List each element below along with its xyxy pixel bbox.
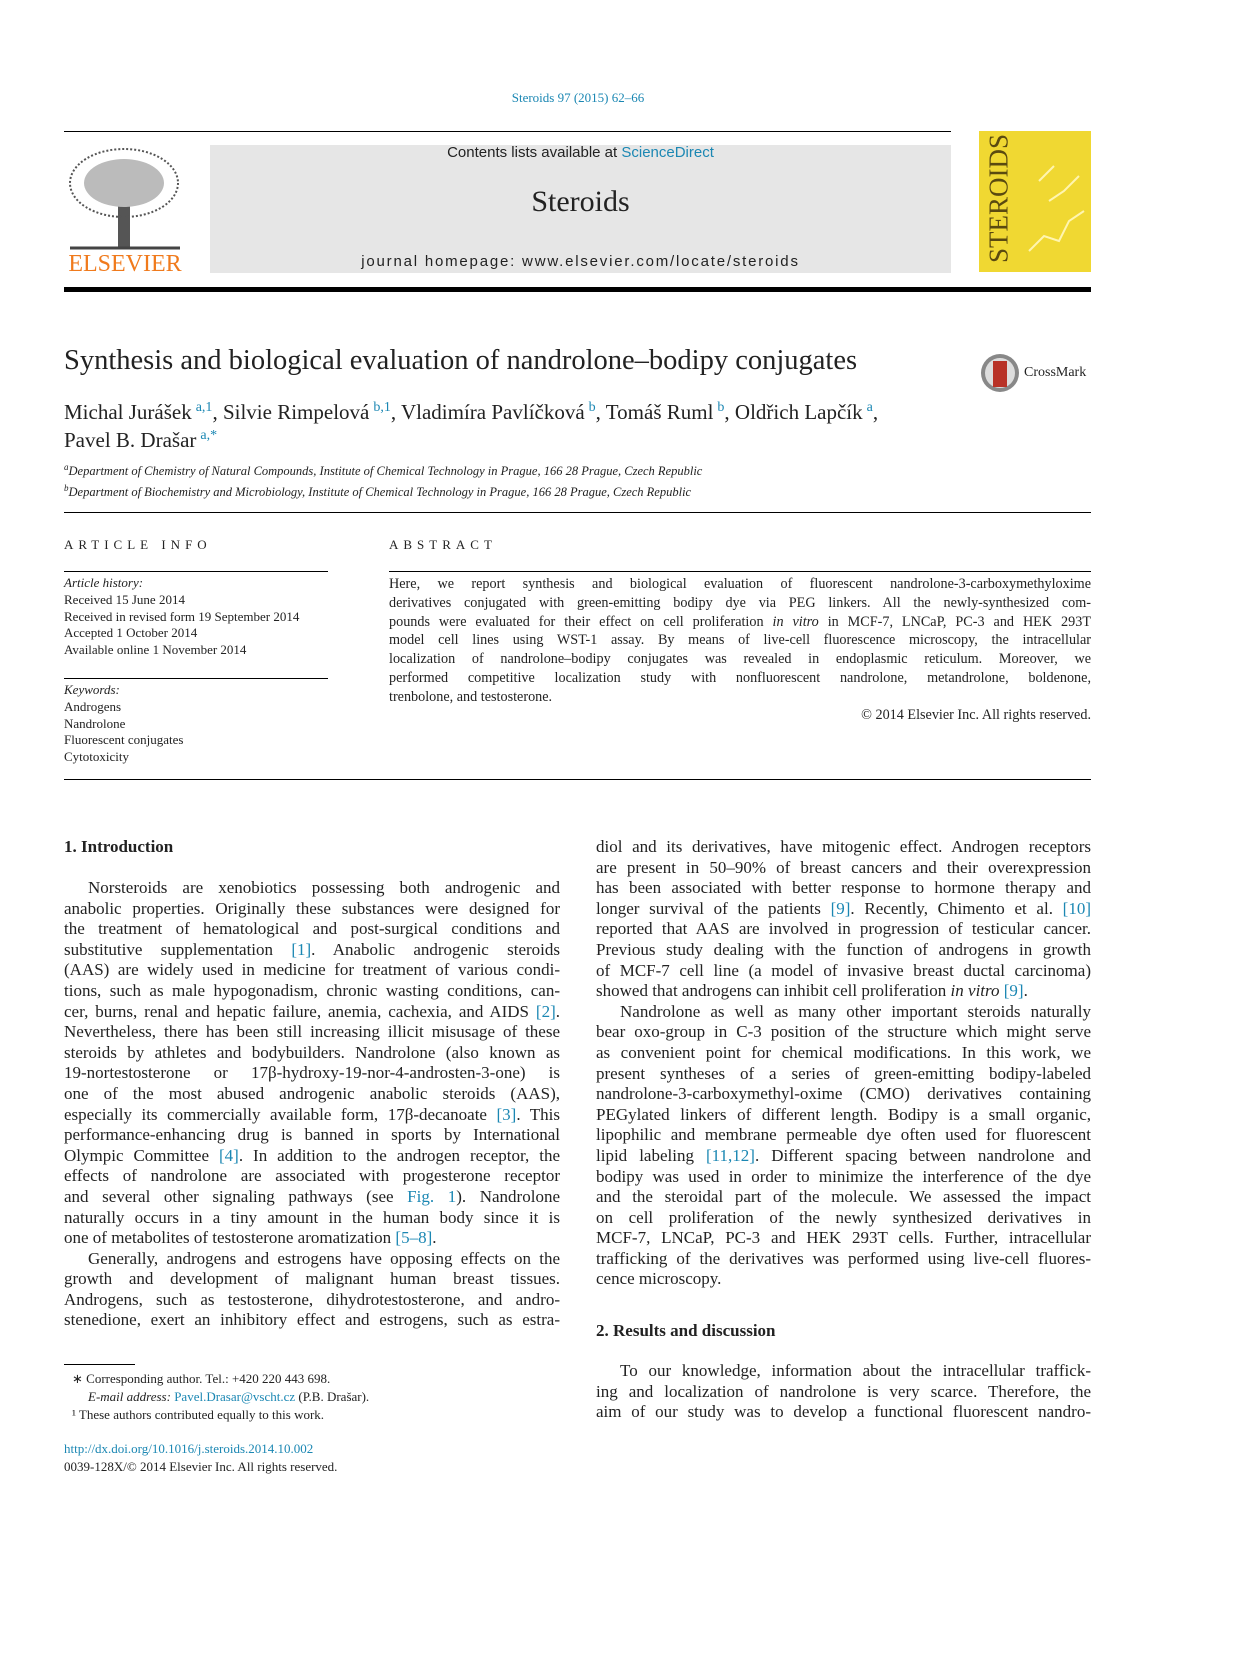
affiliation	[64, 459, 702, 480]
text-line	[64, 1002, 560, 1023]
text-line	[596, 837, 1091, 858]
text-run: Nevertheless, there has been still increasing illicit misusage of these	[64, 1022, 560, 1042]
text-run: Here, we report synthesis and biological evaluation of fluorescent nandrolone-3-carboxymethyloxime	[389, 576, 1091, 592]
journal-homepage[interactable]: journal homepage: www.elsevier.com/locate/steroids	[361, 253, 800, 270]
section-heading-results: 2. Results and discussion	[596, 1321, 776, 1340]
history-entry: Accepted 1 October 2014	[64, 625, 198, 641]
citation-link[interactable]: [5–8]	[395, 1228, 433, 1248]
text-run: Previous study dealing with the function of androgens in growth	[596, 939, 1091, 959]
text-line	[64, 919, 560, 940]
footnotes	[72, 1370, 369, 1424]
author-separator: ,	[390, 400, 401, 424]
author-name[interactable]: Pavel B. Drašar	[64, 428, 197, 452]
tree-icon	[66, 145, 184, 250]
history-entry: Available online 1 November 2014	[64, 642, 247, 658]
text-run: reported that AAS are involved in progression of testicular cancer.	[596, 919, 1091, 939]
text-line	[64, 940, 560, 961]
affiliations	[64, 459, 702, 501]
text-line	[596, 1064, 1091, 1085]
keyword[interactable]: Nandrolone	[64, 715, 126, 731]
text-line	[64, 1146, 560, 1167]
email-suffix: (P.B. Drašar).	[295, 1389, 370, 1404]
divider	[64, 131, 951, 132]
affiliation-mark: a	[64, 462, 69, 472]
crossmark-label: CrossMark	[1024, 365, 1087, 380]
thick-divider	[64, 287, 1091, 292]
text-run: . Recently, Chimento et al.	[850, 898, 1063, 918]
text-run: trenbolone, and testosterone.	[389, 688, 553, 705]
text-line	[596, 1361, 1091, 1382]
text-line	[596, 981, 1091, 1002]
text-line	[596, 1249, 1091, 1270]
citation-link[interactable]: Fig. 1	[407, 1186, 457, 1206]
keywords-label: Keywords:	[64, 682, 120, 697]
text-run: . Anabolic androgenic steroids	[311, 939, 560, 959]
text-run: To our knowledge, information about the intracellular traffick-	[620, 1361, 1091, 1380]
text-run: nandrolone-3-carboxymethyl-oxime (CMO) derivatives containing	[596, 1084, 1091, 1104]
text-run: has been associated with better response to hormone therapy and	[596, 878, 1091, 898]
journal-banner	[210, 145, 951, 273]
text-run: . In addition to the androgen receptor, the	[238, 1145, 560, 1165]
issn-line: 0039-128X/© 2014 Elsevier Inc. All rights reserved.	[64, 1459, 338, 1474]
text-line	[64, 1043, 560, 1064]
text-run: MCF-7, LNCaP, PC-3 and HEK 293T cells. Further, intracellular	[596, 1228, 1091, 1248]
text-run: lipid labeling	[596, 1145, 707, 1165]
article-info-heading: ARTICLE INFO	[64, 537, 212, 552]
text-run: the treatment of hematological and post-surgical conditions and	[64, 919, 560, 939]
left-column-body	[64, 878, 560, 1331]
email-note	[72, 1388, 369, 1406]
text-run: substitutive supplementation	[64, 939, 292, 959]
affiliation	[64, 480, 702, 501]
text-line	[64, 1290, 560, 1311]
crossmark-button[interactable]	[980, 353, 1092, 395]
citation-link[interactable]: [9]	[1003, 981, 1024, 1001]
keyword[interactable]: Androgens	[64, 698, 122, 714]
text-run: one of the most abused androgenic anabolic steroids (AAS),	[64, 1083, 560, 1103]
text-line	[596, 1105, 1091, 1126]
text-line	[389, 594, 1091, 613]
text-line	[596, 961, 1091, 982]
text-line	[64, 1269, 560, 1290]
text-line	[389, 688, 1091, 707]
journal-name: Steroids	[531, 185, 630, 218]
text-run: cer, burns, renal and hepatic failure, anemia, cachexia, and AIDS	[64, 1001, 536, 1021]
corresponding-author-note: ∗ Corresponding author. Tel.: +420 220 443 698.	[72, 1371, 331, 1386]
italic-text: in vitro	[950, 981, 1000, 1001]
text-run: diol and its derivatives, have mitogenic effect. Androgen receptors	[596, 837, 1091, 856]
citation-link[interactable]: [2]	[535, 1001, 556, 1021]
citation-link[interactable]: [3]	[496, 1104, 517, 1124]
text-run: trafficking of the derivatives was performed using live-cell fluores-	[596, 1248, 1091, 1268]
text-line	[389, 650, 1091, 669]
author-list	[64, 396, 984, 452]
text-line	[64, 1125, 560, 1146]
text-line	[596, 1382, 1091, 1403]
text-line	[389, 631, 1091, 650]
text-run: on cell proliferation of the newly synthesized derivatives in	[596, 1207, 1091, 1227]
divider	[64, 678, 328, 679]
email-label: E-mail address:	[88, 1389, 175, 1404]
text-run: naturally occurs in a tiny amount in the human body since it is	[64, 1207, 560, 1227]
text-run: model cell lines using WST-1 assay. By means of live-cell fluorescence microscopy, the intracellular	[389, 632, 1091, 649]
text-run: (AAS) are widely used in medicine for treatment of various condi-	[64, 960, 560, 980]
text-line	[596, 1146, 1091, 1167]
text-line	[64, 1228, 560, 1249]
text-line	[389, 669, 1091, 688]
text-run: bear oxo-group in C-3 position of the structure which might serve	[596, 1022, 1091, 1042]
author-name[interactable]: Silvie Rimpelová	[222, 400, 370, 424]
contents-line	[210, 144, 951, 161]
text-line	[64, 981, 560, 1002]
author-separator: ,	[724, 400, 735, 424]
text-line	[64, 1187, 560, 1208]
divider	[64, 571, 328, 572]
text-run: Norsteroids are xenobiotics possessing both androgenic and	[88, 878, 560, 897]
abstract-body	[389, 575, 1091, 707]
history-label: Article history:	[64, 575, 144, 590]
right-column-body	[596, 837, 1091, 1290]
author-name[interactable]: Oldřich Lapčík	[734, 400, 863, 424]
text-run: in MCF-7, LNCaP, PC-3 and HEK 293T	[818, 613, 1091, 630]
text-line	[64, 1084, 560, 1105]
text-line	[64, 1105, 560, 1126]
history-entry: Received 15 June 2014	[64, 591, 185, 607]
text-line	[596, 1002, 1091, 1023]
text-run: are present in 50–90% of breast cancers and their overexpression	[596, 857, 1091, 877]
text-line	[64, 1310, 560, 1331]
author-name[interactable]: Vladimíra Pavlíčková	[400, 400, 585, 424]
text-run: Olympic Committee	[64, 1145, 219, 1165]
text-run: cence microscopy.	[596, 1269, 722, 1289]
text-line	[596, 1269, 1091, 1290]
text-run: .	[432, 1228, 437, 1248]
email-link[interactable]: Pavel.Drasar@vscht.cz	[174, 1389, 296, 1404]
text-run: bodipy was used in order to minimize the interference of the dye	[596, 1166, 1091, 1186]
text-run: .	[1023, 981, 1028, 1001]
author-name[interactable]: Tomáš Ruml	[605, 400, 714, 424]
text-run: steroids by athletes and bodybuilders. Nandrolone (also known as	[64, 1042, 560, 1062]
text-line	[596, 899, 1091, 920]
text-run: anabolic properties. Originally these substances were designed for	[64, 898, 560, 918]
text-line	[596, 1167, 1091, 1188]
abstract-copyright: © 2014 Elsevier Inc. All rights reserved.	[861, 707, 1091, 723]
divider	[64, 779, 1091, 780]
abstract-heading: ABSTRACT	[389, 537, 497, 552]
keyword[interactable]: Fluorescent conjugates	[64, 732, 184, 748]
author-affiliation-mark[interactable]: b	[588, 400, 596, 415]
results-body	[596, 1361, 1091, 1423]
text-run: present syntheses of a series of green-emitting bodipy-labeled	[596, 1063, 1091, 1083]
text-run: performance-enhancing drug is banned in sports by International	[64, 1125, 560, 1145]
author-separator: ,	[595, 400, 606, 424]
text-run: one of metabolites of testosterone aromatization	[64, 1228, 396, 1248]
affiliation-mark: b	[64, 483, 69, 494]
text-line	[64, 960, 560, 981]
text-line	[596, 919, 1091, 940]
text-run: Androgens, such as testosterone, dihydrotestosterone, and andro-	[64, 1289, 560, 1309]
text-run: Generally, androgens and estrogens have opposing effects on the	[88, 1248, 560, 1268]
text-run: longer survival of the patients	[596, 898, 831, 918]
text-run: stenedione, exert an inhibitory effect and estrogens, such as estra-	[64, 1310, 560, 1330]
text-run: especially its commercially available form, 17β-decanoate	[64, 1104, 497, 1124]
article-title: Synthesis and biological evaluation of nandrolone–bodipy conjugates	[64, 345, 858, 376]
contents-label: Contents lists available at	[447, 144, 622, 161]
crossmark-icon	[980, 353, 1020, 393]
molecule-icon	[1019, 141, 1089, 266]
keywords	[64, 682, 184, 766]
keyword[interactable]: Cytotoxicity	[64, 749, 129, 765]
article-history	[64, 575, 299, 659]
text-line	[64, 878, 560, 899]
text-line	[596, 1043, 1091, 1064]
citation-link[interactable]: [9]	[830, 898, 851, 918]
text-run: showed that androgens can inhibit cell proliferation	[596, 981, 951, 1001]
text-line	[389, 613, 1091, 632]
text-run: 19-nortestosterone or 17β-hydroxy-19-nor-4-androsten-3-one) is	[64, 1063, 560, 1083]
text-run: .	[555, 1001, 560, 1021]
author-affiliation-mark[interactable]: a,1	[195, 400, 213, 415]
text-run: PEGylated linkers of different length. Bodipy is a small organic,	[596, 1104, 1091, 1124]
text-line	[64, 1022, 560, 1043]
citation-link[interactable]: [10]	[1062, 898, 1091, 918]
text-run: and the steroidal part of the molecule. We assessed the impact	[596, 1187, 1091, 1207]
text-line	[596, 858, 1091, 879]
text-line	[596, 878, 1091, 899]
text-run: ing and localization of nandrolone is very scarce. Therefore, the	[596, 1381, 1091, 1401]
text-run: tions, such as male hypogonadism, chronic wasting conditions, can-	[64, 980, 560, 1000]
divider	[389, 571, 1091, 572]
affiliation-text: Department of Biochemistry and Microbiology, Institute of Chemical Technology in Prague, 166 28 Prague, Czech Republic	[68, 485, 692, 500]
text-line	[596, 1022, 1091, 1043]
text-line	[64, 1249, 560, 1270]
text-run: pounds were evaluated for their effect on cell proliferation	[389, 613, 773, 630]
text-line	[389, 575, 1091, 594]
citation-link[interactable]: Steroids 97 (2015) 62–66	[511, 90, 645, 105]
elsevier-wordmark: ELSEVIER	[68, 251, 182, 277]
italic-text: in vitro	[772, 613, 819, 630]
text-line	[64, 1166, 560, 1187]
citation-link[interactable]: [4]	[218, 1145, 239, 1165]
text-line	[596, 1208, 1091, 1229]
text-run: localization of nandrolone–bodipy conjugates was revealed in endoplasmic reticulum. Moreover, we	[389, 651, 1091, 668]
journal-cover	[979, 131, 1091, 272]
text-run: aim of our study was to develop a functional fluorescent nandro-	[596, 1402, 1091, 1422]
text-line	[596, 1125, 1091, 1146]
sciencedirect-link[interactable]: ScienceDirect	[621, 144, 714, 161]
author-name[interactable]: Michal Jurášek	[64, 400, 192, 424]
history-entry: Received in revised form 19 September 2014	[64, 608, 300, 624]
text-run: performed competitive localization study with nonfluorescent nandrolone, metandrolone, boldenone,	[389, 669, 1091, 686]
elsevier-logo	[66, 145, 184, 277]
text-run: . Different spacing between nandrolone and	[754, 1145, 1091, 1165]
text-line	[596, 1402, 1091, 1423]
text-line	[596, 1084, 1091, 1105]
text-run: and several other signaling pathways (see	[64, 1186, 408, 1206]
footnote-divider	[64, 1364, 135, 1365]
author-affiliation-mark[interactable]: b,1	[373, 400, 391, 415]
author-affiliation-mark[interactable]: b	[717, 400, 725, 415]
equal-contribution-note: ¹ These authors contributed equally to this work.	[72, 1407, 325, 1422]
author-separator: ,	[212, 400, 223, 424]
author-separator: ,	[872, 400, 879, 424]
doi-link[interactable]: http://dx.doi.org/10.1016/j.steroids.2014.10.002	[64, 1441, 314, 1456]
author-affiliation-mark[interactable]: a,*	[200, 428, 218, 443]
citation-link[interactable]: [11,12]	[706, 1145, 755, 1165]
text-run: effects of nandrolone are associated with progesterone receptor	[64, 1166, 560, 1186]
text-run: Nandrolone as well as many other important steroids naturally	[620, 1001, 1091, 1021]
text-run: as convenient point for chemical modifications. In this work, we	[596, 1042, 1091, 1062]
text-line	[64, 1063, 560, 1084]
affiliation-text: Department of Chemistry of Natural Compounds, Institute of Chemical Technology in Prague, 166 28 Prague, Czech Republic	[68, 464, 703, 479]
text-run: derivatives conjugated with green-emitting bodipy dye via PEG linkers. All the newly-synthesized com-	[389, 594, 1091, 611]
text-line	[596, 1228, 1091, 1249]
divider	[64, 512, 1091, 513]
citation-link[interactable]: [1]	[291, 939, 312, 959]
text-run: ). Nandrolone	[456, 1186, 560, 1206]
text-line	[596, 1187, 1091, 1208]
text-line	[596, 940, 1091, 961]
author-affiliation-mark[interactable]: a	[866, 400, 873, 415]
section-heading-introduction: 1. Introduction	[64, 837, 174, 856]
text-run: lipophilic and membrane permeable dye often used for fluorescent	[596, 1125, 1091, 1145]
text-run: of MCF-7 cell line (a model of invasive breast ductal carcinoma)	[596, 960, 1091, 980]
text-line	[64, 1208, 560, 1229]
text-run: growth and development of malignant human breast tissues.	[64, 1269, 560, 1289]
text-run: . This	[516, 1104, 560, 1124]
text-line	[64, 899, 560, 920]
cover-title: STEROIDS	[983, 134, 1014, 264]
